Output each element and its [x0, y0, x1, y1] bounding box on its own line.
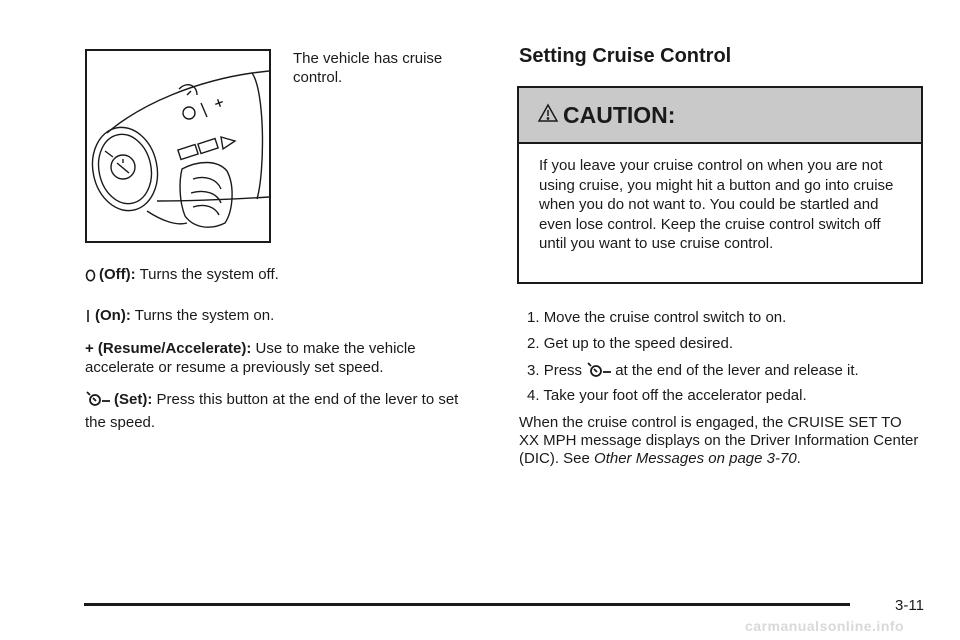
resume-description — [85, 339, 470, 377]
warning-triangle-icon — [537, 103, 559, 128]
caution-text: If you leave your cruise control on when you are not using cruise, you might hit a button and go into cruise when you do not want to. You could be startled and even lose control. Keep the cruise control switch off until you want to use cruise control. — [539, 157, 894, 252]
list-item — [527, 386, 807, 405]
step-text: Move the cruise control switch to on. — [543, 309, 787, 326]
set-description — [85, 389, 475, 433]
caution-title: CAUTION: — [563, 101, 676, 128]
step-text-post: at the end of the lever and release it. — [615, 362, 859, 379]
step-text: Get up to the speed desired. — [543, 335, 733, 352]
step-number: 3. — [527, 362, 540, 379]
resume-label: + (Resume/Accelerate): — [85, 340, 252, 357]
step-text-pre: Press — [543, 362, 583, 379]
step-number: 4. — [527, 387, 540, 404]
step-number: 1. — [527, 309, 540, 326]
list-item — [527, 334, 733, 353]
closing-period: . — [796, 450, 801, 467]
list-item — [527, 308, 786, 327]
off-description — [85, 265, 485, 287]
page-number: 3-11 — [895, 597, 924, 614]
footer-rule — [84, 603, 850, 606]
off-text: Turns the system off. — [139, 266, 279, 283]
on-symbol-icon — [85, 309, 92, 328]
figure-caption: The vehicle has cruise control. — [293, 50, 443, 86]
cross-reference-link[interactable]: Other Messages on page 3-70 — [594, 450, 797, 467]
list-item — [527, 360, 859, 383]
section-heading: Setting Cruise Control — [519, 45, 732, 67]
set-cruise-icon — [586, 360, 612, 383]
step-number: 2. — [527, 335, 540, 352]
on-text: Turns the system on. — [134, 307, 275, 324]
on-description — [85, 306, 485, 328]
step-text: Take your foot off the accelerator pedal. — [543, 387, 807, 404]
caution-box — [517, 86, 923, 284]
off-label: (Off): — [99, 266, 136, 283]
set-label: (Set): — [114, 391, 153, 408]
set-cruise-icon — [85, 389, 111, 413]
closing-paragraph — [519, 414, 924, 468]
watermark: carmanualsonline.info — [745, 618, 905, 634]
off-symbol-icon — [85, 268, 96, 287]
resume-text: Use to make the vehicle accelerate or resume a previously set speed. — [85, 340, 416, 376]
caution-header — [519, 88, 921, 144]
cruise-lever-illustration — [85, 49, 271, 243]
set-text: Press this button at the end of the lever to set the speed. — [85, 391, 459, 431]
on-label: (On): — [95, 307, 131, 324]
closing-text: When the cruise control is engaged, the CRUISE SET TO XX MPH message displays on the Driver Information Center (DIC). See — [519, 414, 919, 467]
